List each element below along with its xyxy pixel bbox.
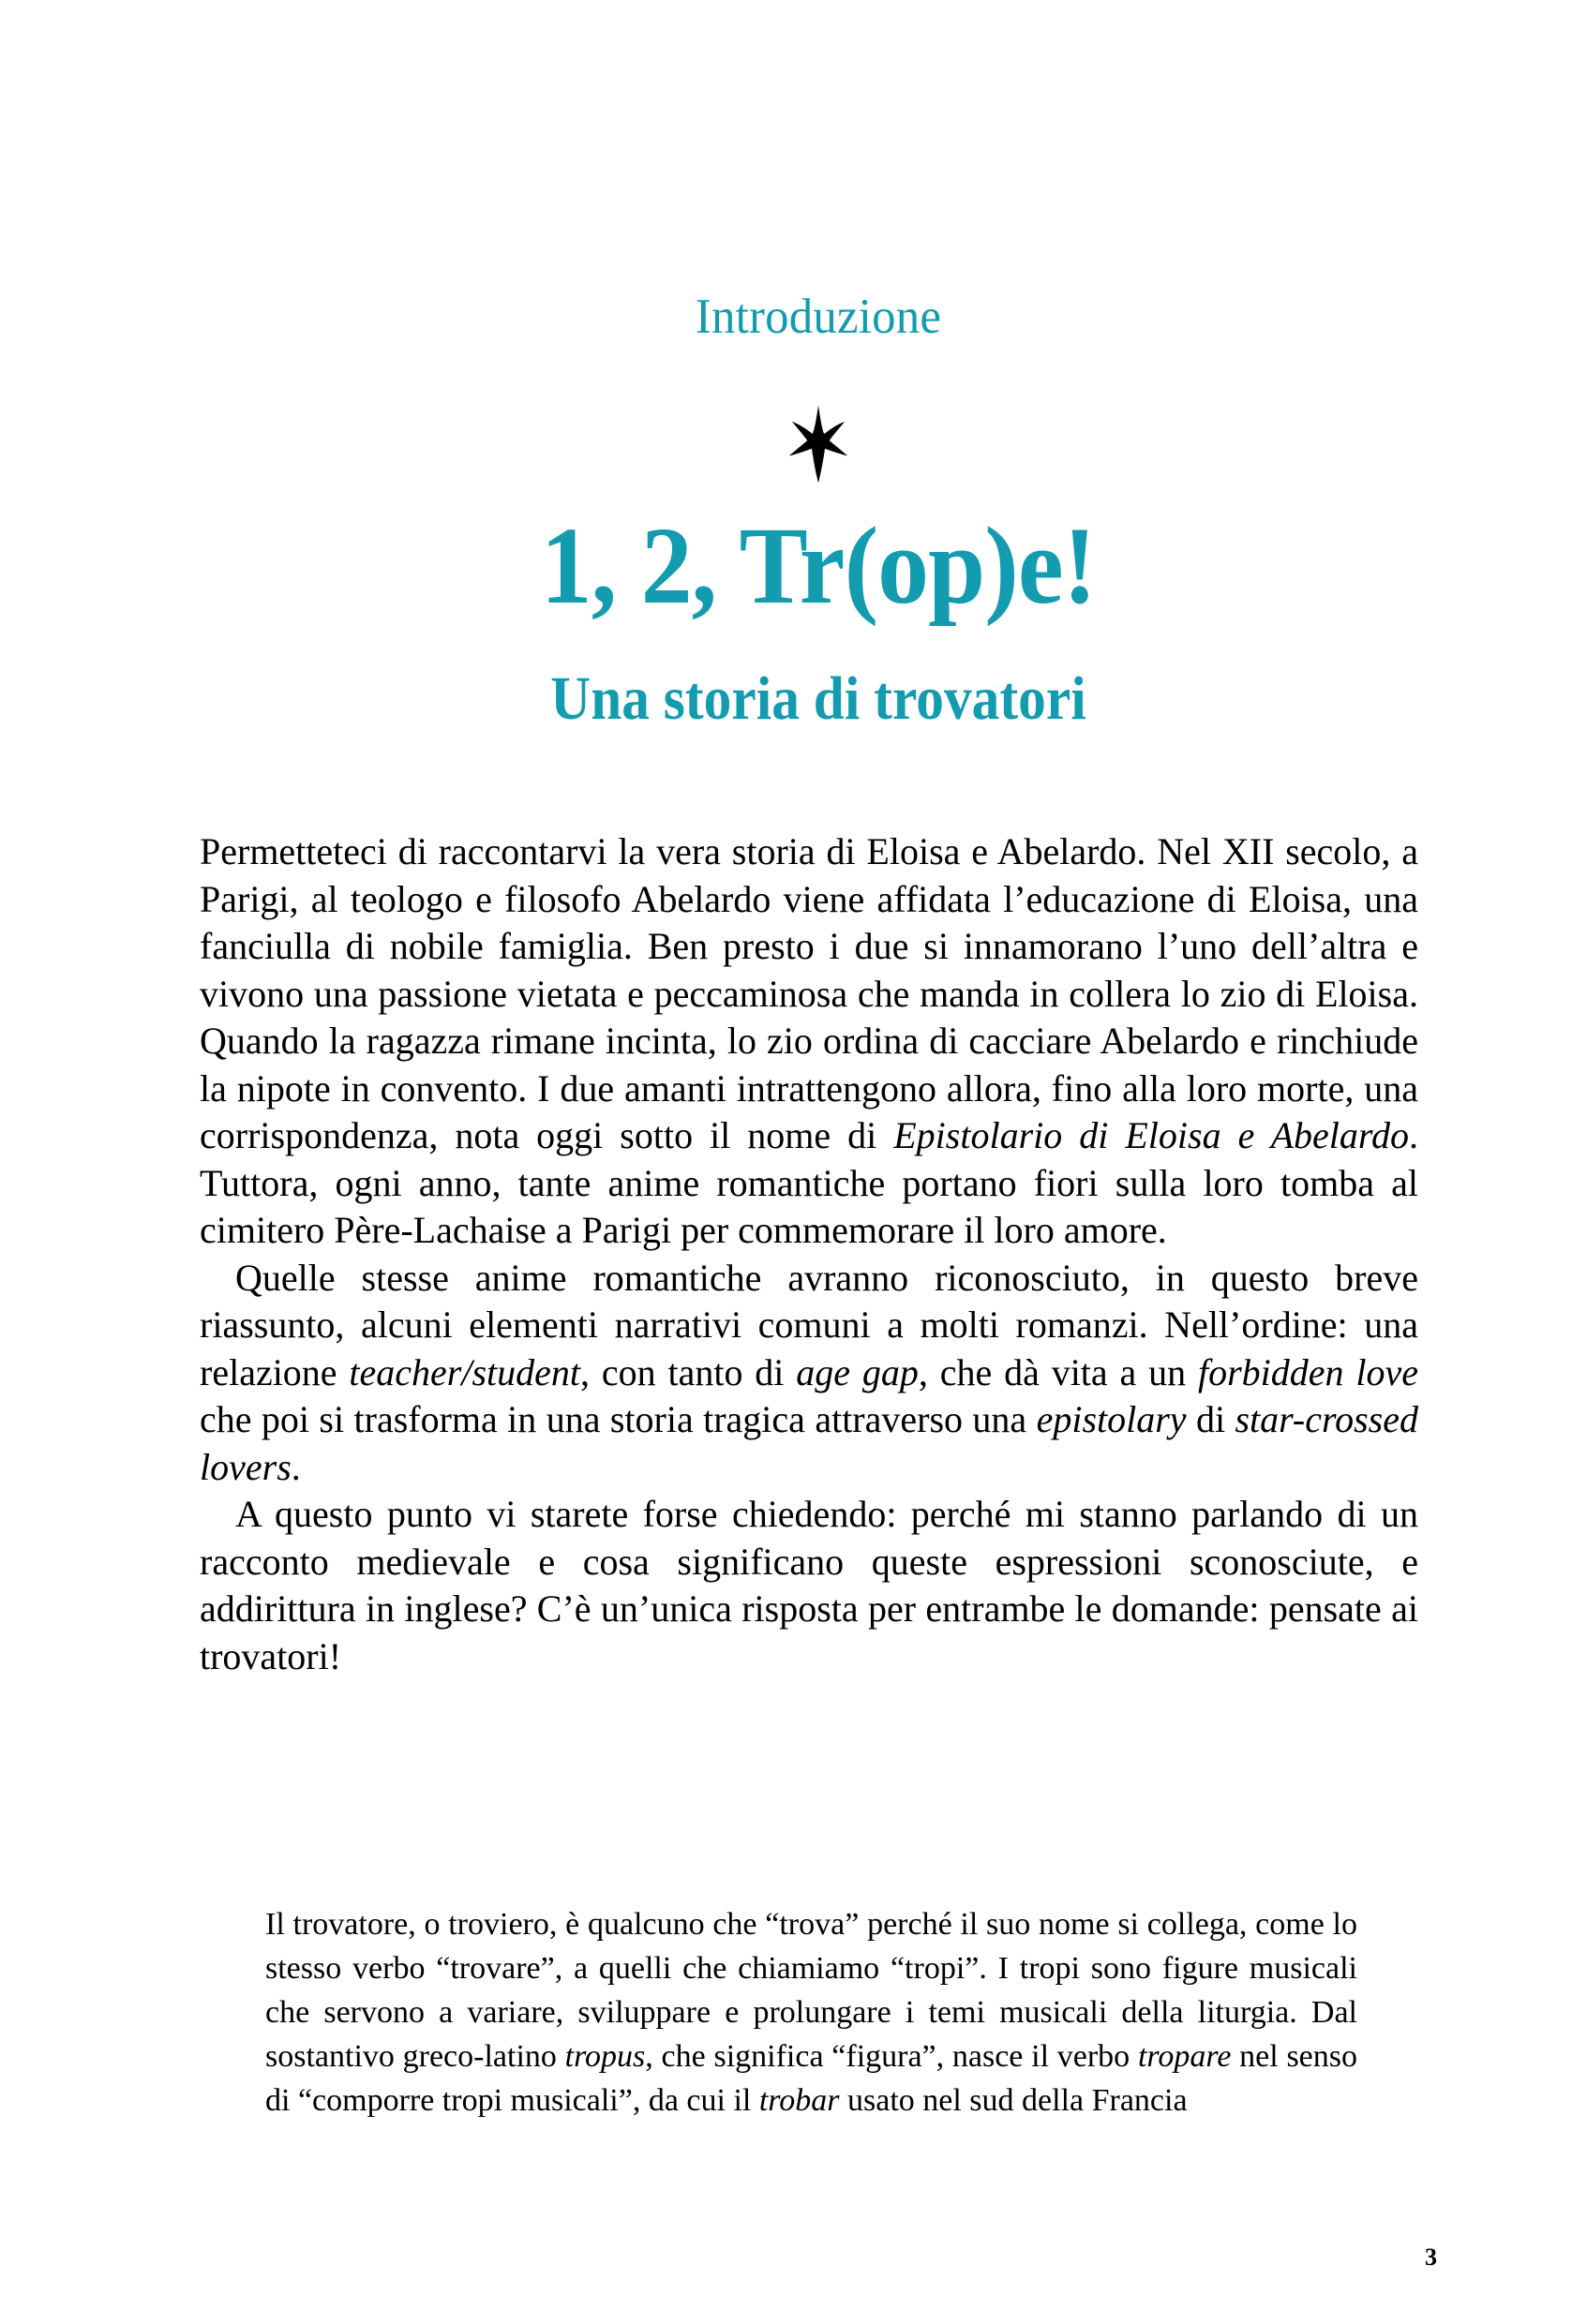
page-header-block [200,0,1437,733]
text-run: che poi si trasforma in una storia tragica attraverso una [200,1398,1037,1440]
paragraph [200,828,1418,1255]
text-run: nel senso di “comporre tropi musicali”, da cui il [265,2039,1357,2118]
page-number: 3 [1425,2243,1437,2271]
italic-term: forbidden love [1197,1350,1419,1393]
text-run: Quelle stesse anime romantiche avranno riconosciuto, in questo breve riassunto, alcuni elementi narrativi comuni a molti romanzi. Nell’ordine: una relazione [200,1256,1418,1393]
text-run: , che dà vita a un [918,1350,1198,1393]
chapter-label: Introduzione [695,290,942,344]
block-quote [265,1902,1357,2123]
italic-term: epistolary [1036,1398,1187,1440]
italic-term: Epistolario di Eloisa e Abelardo [893,1114,1409,1156]
text-run: usato nel sud della Francia [839,2083,1188,2118]
text-run: . [291,1445,301,1488]
paragraph [200,1255,1418,1492]
text-run: , con tanto di [580,1350,797,1393]
page-title: 1, 2, Tr(op)e! [540,504,1097,627]
paragraph [200,1491,1418,1680]
text-run: di [1186,1398,1235,1440]
italic-term: star-crossed lovers [200,1398,1418,1488]
italic-term: trobar [758,2083,840,2118]
block-quote-text [265,1902,1357,2123]
text-run: , che significa “figura”, nasce il verbo [645,2039,1138,2074]
body-text-column [200,828,1418,1680]
text-run: Il trovatore, o troviero, è qualcuno che “trova” perché il suo nome si collega, come lo stesso verbo “trovare”, a quelli che chiamiamo “tropi”. I tropi sono figure musicali che servono a variare, sviluppare e prolungare i temi musicali della liturgia. Dal sostantivo greco-latino [265,1907,1357,2074]
six-pointed-star-icon [781,404,856,484]
page-subtitle: Una storia di trovatori [550,664,1086,733]
italic-term: teacher/student [349,1350,581,1393]
text-run: . Tuttora, ogni anno, tante anime romantiche portano fiori sulla loro tomba al cimitero Père-Lachaise a Parigi per commemorare il loro amore. [200,1114,1418,1251]
ornament-container [200,404,1437,484]
text-run: A questo punto vi starete forse chiedendo: perché mi stanno parlando di un racconto medievale e cosa significano queste espressioni sconosciute, e addirittura in inglese? C’è un’unica risposta per entrambe le domande: pensate ai trovatori! [200,1493,1418,1677]
italic-term: age gap [796,1350,919,1393]
text-run: Permetteteci di raccontarvi la vera storia di Eloisa e Abelardo. Nel XII secolo, a Parigi, al teologo e filosofo Abelardo viene affidata l’educazione di Eloisa, una fanciulla di nobile famiglia. Ben presto i due si innamorano l’uno dell’altra e vivono una passione vietata e peccaminosa che manda in collera lo zio di Eloisa. Quando la ragazza rimane incinta, lo zio ordina di cacciare Abelardo e rinchiude la nipote in convento. I due amanti intrattengono allora, fino alla loro morte, una corrispondenza, nota oggi sotto il nome di [200,830,1418,1156]
italic-term: tropare [1137,2039,1232,2074]
italic-term: tropus [564,2039,646,2074]
